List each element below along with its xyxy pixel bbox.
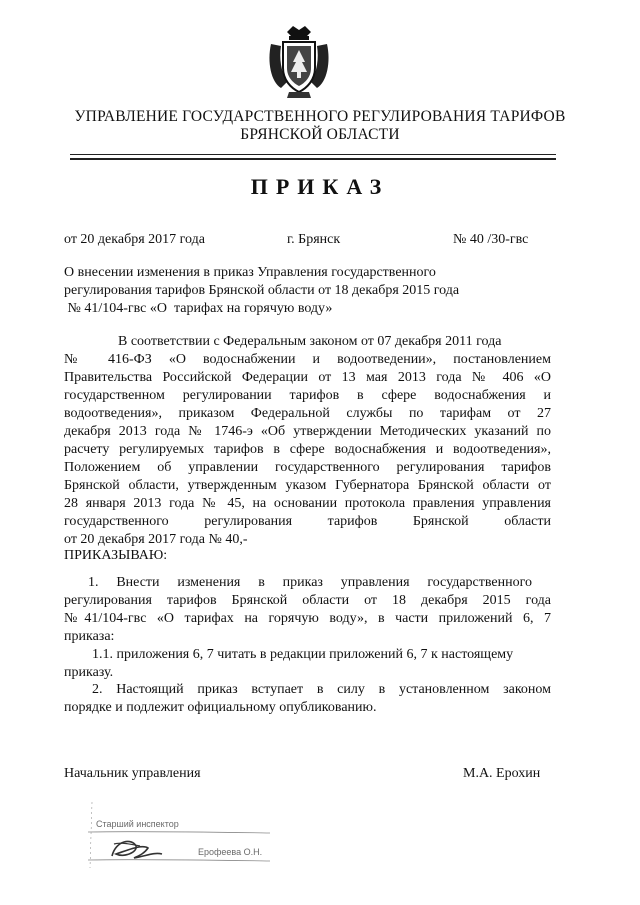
header-divider-thick	[70, 158, 556, 160]
subject-line: регулирования тарифов Брянской области от 18 декабря 2015 года	[64, 283, 460, 298]
organization-name: УПРАВЛЕНИЕ ГОСУДАРСТВЕННОГО РЕГУЛИРОВАНИЯ ТАРИФОВ	[74, 108, 566, 125]
header-divider	[70, 154, 556, 155]
order-city: г. Брянск	[287, 232, 341, 247]
preamble-line: Брянской области, утвержденным указом Губернатора Брянской области от	[64, 478, 551, 493]
clause-line: регулирования тарифов Брянской области от 18 декабря 2015 года	[64, 593, 551, 608]
clause-line: приказа:	[64, 629, 115, 644]
signatory-position: Начальник управления	[64, 766, 201, 781]
clause-line: порядке и подлежит официальному опубликованию.	[64, 700, 377, 715]
document-title: ПРИКАЗ	[250, 174, 390, 199]
preamble-line: декабря 2013 года № 1746-э «Об утверждении Методических указаний по	[64, 424, 551, 439]
order-number: № 40 /30-гвс	[453, 232, 529, 247]
order-word: ПРИКАЗЫВАЮ:	[64, 548, 168, 563]
stamp-inspector-name: Ерофеева О.Н.	[198, 847, 263, 857]
subject-line: О внесении изменения в приказ Управления государственного	[64, 265, 436, 280]
clause-line: 1. Внести изменения в приказ управления государственного	[88, 575, 532, 590]
clause-line: 1.1. приложения 6, 7 читать в редакции приложений 6, 7 к настоящему	[92, 647, 514, 662]
preamble-line: водоотведения», приказом Федеральной службы по тарифам от 27	[64, 406, 551, 421]
preamble-line: государственном регулировании тарифов в сфере водоснабжения и	[64, 388, 551, 403]
preamble-line: 28 января 2013 года № 45, на основании протокола правления управления	[64, 496, 551, 511]
clause-line: 2. Настоящий приказ вступает в силу в установленном законом	[92, 682, 551, 697]
subject-line: № 41/104-гвс «О тарифах на горячую воду»	[64, 301, 333, 316]
coat-of-arms-emblem	[267, 22, 331, 100]
clause-line: приказу.	[64, 665, 114, 680]
organization-region: БРЯНСКОЙ ОБЛАСТИ	[240, 126, 400, 143]
preamble-line: В соответствии с Федеральным законом от 07 декабря 2011 года	[118, 334, 502, 349]
signatory-name: М.А. Ерохин	[463, 766, 541, 781]
order-subject	[64, 264, 459, 318]
preamble-line: от 20 декабря 2017 года № 40,-	[64, 532, 248, 547]
preamble-line: № 416-ФЗ «О водоснабжении и водоотведении», постановлением	[64, 352, 551, 367]
preamble-line: Правительства Российской Федерации от 13 мая 2013 года № 406 «О	[64, 370, 551, 385]
preamble-line: Положением об управлении государственного регулирования тарифов	[64, 460, 551, 475]
stamp-inspector-title: Старший инспектор	[96, 819, 179, 829]
clause-line: №41/104-гвс «О тарифах на горячую воду», в части приложений 6, 7	[64, 611, 551, 626]
preamble-line: государственного регулирования тарифов Брянской области	[64, 514, 551, 529]
approval-stamp	[84, 798, 274, 870]
order-date: от 20 декабря 2017 года	[64, 232, 205, 247]
preamble-line: расчету регулируемых тарифов в сфере водоснабжения и водоотведения»,	[64, 442, 551, 457]
